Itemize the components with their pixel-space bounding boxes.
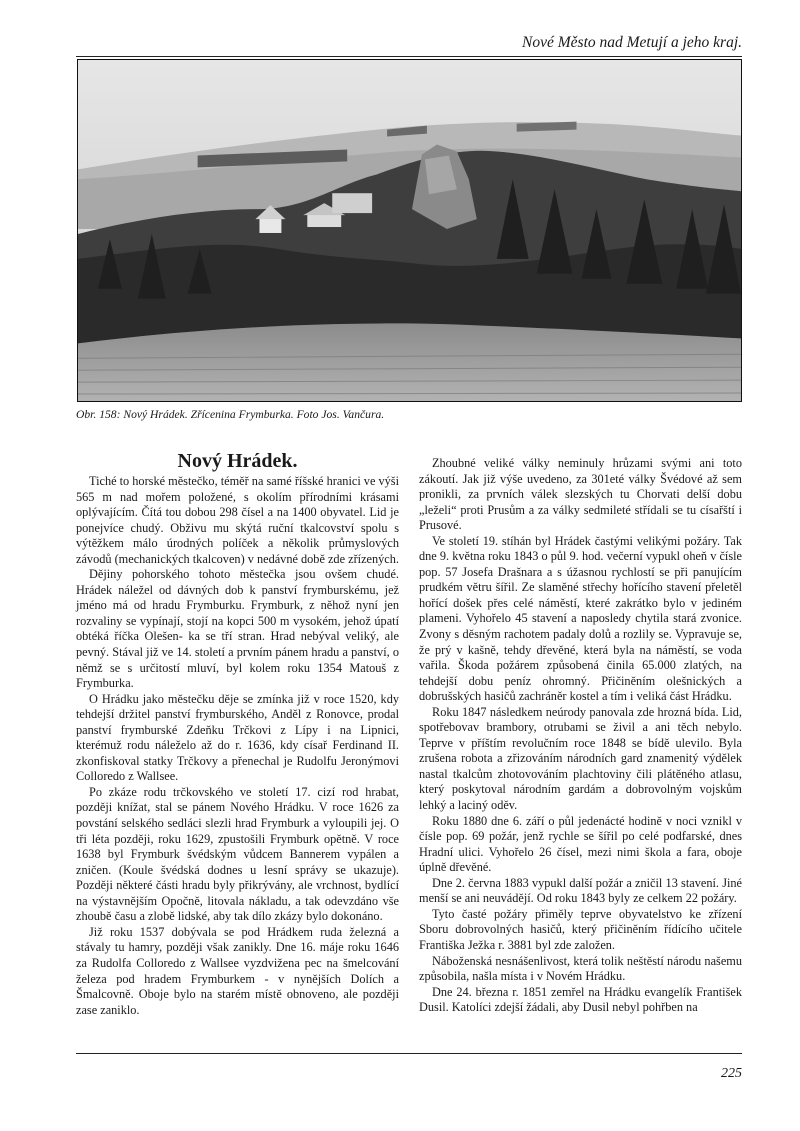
paragraph: Roku 1847 následkem neúrody panovala zde hrozná bída. Lid, spotřebovav brambory, otrubami se živil a ani těch nebylo. Teprve v příštím revolučním roce 1848 se bídě ulevilo. Byla zrušena robota a zřizováním národních gard znamenitý výdělek nastal tkalcům zhotovováním plachtoviny čili plátěného atlasu, který poskytoval národním gardám a dobrovolným vojskům lehký a laciný oděv. <box>419 704 742 813</box>
paragraph: Roku 1880 dne 6. září o půl jedenácté hodině v noci vznikl v čísle pop. 69 požár, jenž rychle se šířil po celé podfarské, dnes Hradní ulici. Vyhořelo 26 čísel, mezi nimi škola a fara, oboje úplně dřevěné. <box>419 813 742 875</box>
left-column <box>76 450 399 1018</box>
paragraph: Náboženská nesnášenlivost, která tolik neštěstí národu našemu způsobila, našla místa i v Novém Hrádku. <box>419 953 742 984</box>
paragraph: Ve století 19. stíhán byl Hrádek častými velikými požáry. Tak dne 9. května roku 1843 o půl 9. hod. večerní vypukl oheň v čísle pop. 57 Josefa Drašnara a s úžasnou rychlostí se při panujícím prudkém větru šířil. Ze slaměné střechy hořícího stavení přeletěl hořící došek přes celé náměstí, které zakrátko bylo v jediném plameni. Vyhořelo 45 stavení a naposledy chytila stará zvonice. Zvony s děsným rachotem padaly dolů a rozlily se. Vypravuje se, že prý v kašně, tehdy dřevěné, která byla na náměstí, se voda vařila. Škoda požárem způsobená činila 65.000 zlatých, na tehdejší dobu peníz ohromný. Přičiněním olešnických a dobrušských hasičů zachráněr kostel a tím i veliká část Hrádku. <box>419 533 742 704</box>
paragraph: O Hrádku jako městečku děje se zmínka již v roce 1520, kdy tehdejší držitel panství frymburského, Anděl z Ronovce, prodal panství frymburské Zdeňku Trčkovi z Lípy i na Lipnici, kterémuž rodu náleželo až do r. 1636, kdy císař Ferdinand II. zkonfiskoval statky Trčkovy a přenechal je Rudolfu Jeronýmovi Colloredo z Wallsee. <box>76 691 399 784</box>
castle-ruin-landscape-image <box>78 60 741 401</box>
footer-rule <box>76 1053 742 1054</box>
paragraph: Tyto časté požáry přiměly teprve obyvatelstvo ke zřízení Sboru dobrovolných hasičů, který přičiněním řídícího učitele Františka Ježka r. 3881 byl zde založen. <box>419 906 742 952</box>
page-number: 225 <box>721 1066 742 1081</box>
paragraph: Po zkáze rodu trčkovského ve století 17. cizí rod hrabat, později knížat, stal se pánem Nového Hrádku. V roce 1626 za povstání selského sedláci slezli hrad Frymburk a vyloupili jej. O tři léta později, roku 1629, zpustošili Frymburk opětně. V roce 1638 byl Frymburk švédským vůdcem Bannerem vypálen a zničen. (Koule švédská dodnes u lesní správy se ukazuje). Později některé části hradu byly přikrývány, ale vrchnost, bydlící na výstavnějším Opočně, litovala nákladu, a tak odevzdáno vše zhoubě času a zlobě lidské, aby tak dílo zkázy bylo dokonáno. <box>76 784 399 924</box>
article-title: Nový Hrádek. <box>177 450 298 472</box>
paragraph: Dne 24. března r. 1851 zemřel na Hrádku evangelík František Dusil. Katolíci zdejší žádali, aby Dusil nebyl pohřben na <box>419 984 742 1015</box>
right-column <box>419 456 742 1016</box>
figure-caption: Obr. 158: Nový Hrádek. Zřícenina Frymburka. Foto Jos. Vančura. <box>76 408 385 421</box>
header-rule <box>76 56 742 57</box>
paragraph: Tiché to horské městečko, téměř na samé říšské hranici ve výši 565 m nad mořem položené, s okolím přírodními krásami oplývajícím. Čítá tou dobou 298 čísel a na 1400 obyvatel. Lid je ponejvíce chudý. Obživu mu skýtá ruční tkalcovství spolu s výtěžkem málo úrodných políček a několik průmyslových závodů (mechanických tkalcoven) v nedávné době zde zřízených. <box>76 474 399 566</box>
running-header: Nové Město nad Metují a jeho kraj. <box>522 34 742 51</box>
paragraph: Již roku 1537 dobývala se pod Hrádkem ruda železná a stávaly tu hamry, později však zanikly. Dne 16. máje roku 1646 za Rudolfa Colloredo z Wallsee vyzdvižena pec na šmelcování železa pod hradem Frymburkem - v nynějších Dolích a Šmalcovně. Oboje bylo na starém místě obnoveno, ale později zase zaniklo. <box>76 924 399 1017</box>
landscape-photo <box>77 59 742 402</box>
paragraph: Dne 2. června 1883 vypukl další požár a zničil 13 stavení. Jiné menší se ani neuvádějí. Od roku 1843 byly ze celkem 22 požáry. <box>419 875 742 906</box>
paragraph: Dějiny pohorského tohoto městečka jsou ovšem chudé. Hrádek náležel od dávných dob k panství frymburskému, jež jméno má od hradu Frymburku. Frymburk, z něhož nyní jen rozvaliny se vypínají, stojí na kopci 500 m vysokém, jehož úpatí obtéká říčka Olešen- ka se tří stran. Hrad nebýval veliký, ale pevný. Stával již ve 14. století a prvním pánem hradu a panství, o němž se s určitostí mluví, byl kolem roku 1354 Matouš z Frymburka. <box>76 567 399 691</box>
paragraph: Zhoubné veliké války neminuly hrůzami svými ani toto zákoutí. Jak již výše uvedeno, za 301eté války Švédové až sem pronikli, za prvních válek slezských tu Chorvati delší dobu „leželi“ proti Prusům a za války sedmileté střídali se tu císařští i Prusové. <box>419 456 742 533</box>
